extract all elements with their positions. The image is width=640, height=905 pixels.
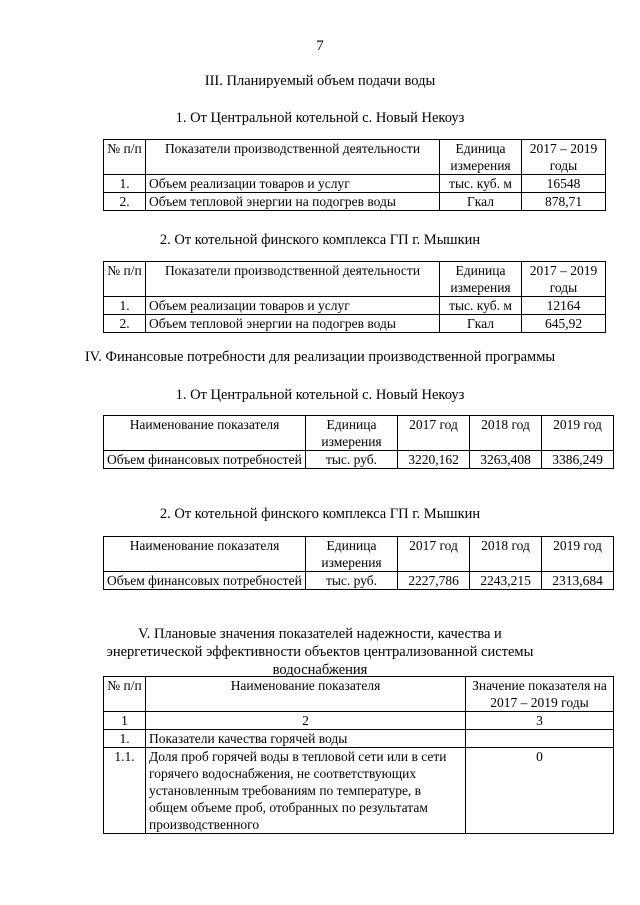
header-cell: 2019 год: [542, 416, 614, 451]
table-row: [104, 175, 606, 193]
table-header-row: [104, 537, 614, 572]
header-cell: № п/п: [104, 677, 146, 712]
section-4-table-2: [103, 536, 614, 590]
header-cell: Показатели производственной деятельности: [146, 262, 440, 297]
table-cell: тыс. куб. м: [440, 297, 522, 315]
section-4-table-1-subtitle: 1. От Центральной котельной с. Новый Некоуз: [175, 387, 465, 403]
table-header-row: [104, 677, 614, 712]
header-cell: Значение показателя на 2017 – 2019 годы: [466, 677, 614, 712]
table-cell: 2313,684: [542, 572, 614, 590]
header-cell: Единица измерения: [306, 537, 398, 572]
header-cell: 2017 – 2019 годы: [522, 140, 606, 175]
table-cell: 2.: [104, 315, 146, 333]
table-cell: Объем реализации товаров и услуг: [146, 297, 440, 315]
section-4-table-1: [103, 415, 614, 469]
table-cell: 2.: [104, 193, 146, 211]
table-cell: 2: [146, 712, 466, 730]
table-cell: 2243,215: [470, 572, 542, 590]
page-number: 7: [316, 38, 324, 54]
section-4-table-2-subtitle: 2. От котельной финского комплекса ГП г. Мышкин: [159, 506, 481, 522]
section-3-table-1: [103, 139, 606, 211]
table-row: [104, 730, 614, 748]
section-3-table-1-subtitle: 1. От Центральной котельной с. Новый Некоуз: [175, 110, 465, 126]
table-row: [104, 748, 614, 834]
header-cell: 2018 год: [470, 416, 542, 451]
table-row: [104, 193, 606, 211]
table-cell: 3263,408: [470, 451, 542, 469]
section-3-table-2-subtitle: 2. От котельной финского комплекса ГП г. Мышкин: [159, 232, 481, 248]
header-cell: Наименование показателя: [104, 416, 306, 451]
table-row: [104, 572, 614, 590]
table-cell: 0: [466, 748, 614, 834]
table-cell: 1.: [104, 730, 146, 748]
header-cell: Единица измерения: [306, 416, 398, 451]
table-cell: Гкал: [440, 193, 522, 211]
table-cell: Объем финансовых потребностей: [104, 572, 306, 590]
table-cell: 3386,249: [542, 451, 614, 469]
header-cell: № п/п: [104, 140, 146, 175]
table-cell: 3220,162: [398, 451, 470, 469]
section-3-title: III. Планируемый объем подачи воды: [204, 73, 436, 89]
table-header-row: [104, 416, 614, 451]
table-cell: 645,92: [522, 315, 606, 333]
section-5-title: V. Плановые значения показателей надежности, качества и энергетической эффективности объектов централизованной системы водоснабжения: [106, 626, 534, 678]
table-cell: 1.: [104, 175, 146, 193]
header-cell: 2017 – 2019 годы: [522, 262, 606, 297]
table-row: [104, 297, 606, 315]
header-cell: № п/п: [104, 262, 146, 297]
table-cell: Объем реализации товаров и услуг: [146, 175, 440, 193]
table-cell: 2227,786: [398, 572, 470, 590]
table-cell: тыс. куб. м: [440, 175, 522, 193]
table-cell: 878,71: [522, 193, 606, 211]
table-cell: Объем финансовых потребностей: [104, 451, 306, 469]
header-cell: Наименование показателя: [104, 537, 306, 572]
table-cell: 1: [104, 712, 146, 730]
table-header-row: [104, 140, 606, 175]
header-cell: Единица измерения: [440, 262, 522, 297]
table-row: [104, 315, 606, 333]
section-5-table: [103, 676, 614, 834]
table-cell: Показатели качества горячей воды: [146, 730, 466, 748]
table-cell: Доля проб горячей воды в тепловой сети или в сети горячего водоснабжения, не соответствующих установленным требованиям по температуре, в общем объеме проб, отобранных по результатам производственного: [146, 748, 466, 834]
table-cell: 12164: [522, 297, 606, 315]
header-cell: 2019 год: [542, 537, 614, 572]
table-cell: тыс. руб.: [306, 451, 398, 469]
table-numbering-row: [104, 712, 614, 730]
table-cell: Объем тепловой энергии на подогрев воды: [146, 193, 440, 211]
table-cell: 1.1.: [104, 748, 146, 834]
header-cell: 2017 год: [398, 537, 470, 572]
table-cell: 16548: [522, 175, 606, 193]
header-cell: Показатели производственной деятельности: [146, 140, 440, 175]
table-cell: Объем тепловой энергии на подогрев воды: [146, 315, 440, 333]
header-cell: 2017 год: [398, 416, 470, 451]
header-cell: 2018 год: [470, 537, 542, 572]
table-cell: 1.: [104, 297, 146, 315]
header-cell: Единица измерения: [440, 140, 522, 175]
table-header-row: [104, 262, 606, 297]
table-cell: Гкал: [440, 315, 522, 333]
table-cell: 3: [466, 712, 614, 730]
table-row: [104, 451, 614, 469]
table-cell: тыс. руб.: [306, 572, 398, 590]
section-3-table-2: [103, 261, 606, 333]
section-4-title: IV. Финансовые потребности для реализации производственной программы: [84, 349, 556, 365]
header-cell: Наименование показателя: [146, 677, 466, 712]
table-cell: [466, 730, 614, 748]
